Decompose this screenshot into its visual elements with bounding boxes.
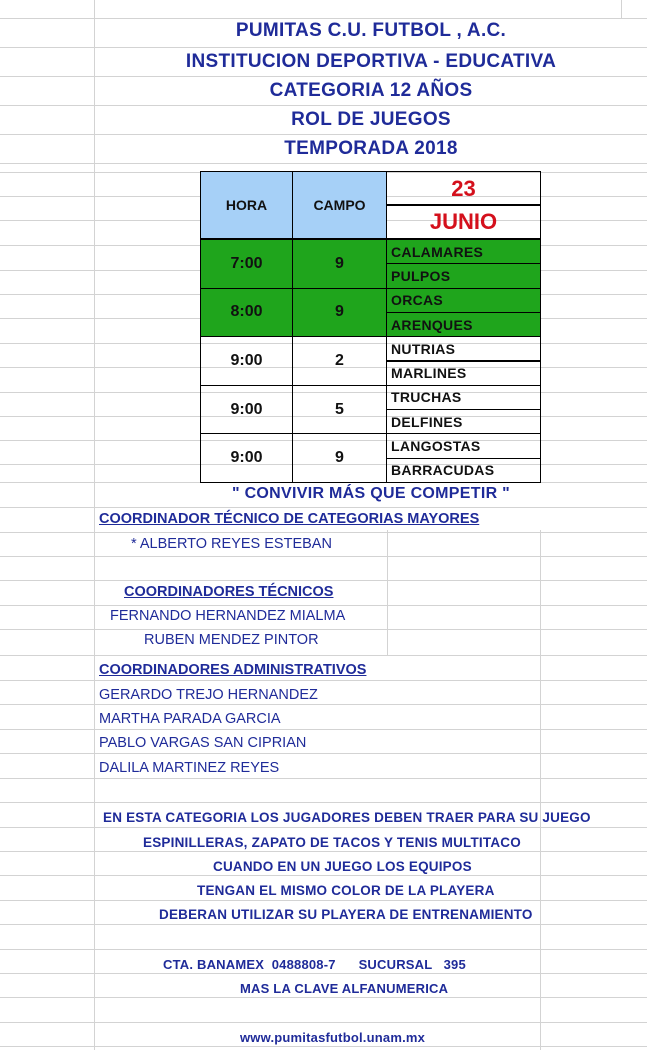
season-line: TEMPORADA 2018: [284, 138, 458, 159]
note-line: EN ESTA CATEGORIA LOS JUGADORES DEBEN TRAER PARA SU JUEGO: [103, 810, 591, 825]
note-line: DEBERAN UTILIZAR SU PLAYERA DE ENTRENAMIENTO: [159, 907, 533, 922]
admin-name: PABLO VARGAS SAN CIPRIAN: [99, 735, 307, 751]
team-home: TRUCHAS: [386, 385, 541, 410]
bank-clave: MAS LA CLAVE ALFANUMERICA: [240, 981, 449, 996]
admin-name: MARTHA PARADA GARCIA: [99, 711, 281, 727]
match-time: 7:00: [200, 239, 293, 289]
tecnico-name: RUBEN MENDEZ PINTOR: [144, 632, 319, 648]
team-away: PULPOS: [386, 263, 541, 288]
match-field: 9: [292, 239, 387, 289]
note-line: CUANDO EN UN JUEGO LOS EQUIPOS: [213, 859, 472, 874]
team-away: BARRACUDAS: [386, 458, 541, 483]
mayores-title: COORDINADOR TÉCNICO DE CATEGORIAS MAYORES: [99, 511, 480, 527]
team-home: CALAMARES: [386, 239, 541, 264]
mayores-name: * ALBERTO REYES ESTEBAN: [131, 536, 332, 552]
team-away: ARENQUES: [386, 312, 541, 337]
category-line: CATEGORIA 12 AÑOS: [269, 80, 473, 101]
schedule-table: [200, 171, 541, 482]
schedule-title: ROL DE JUEGOS: [291, 109, 451, 130]
team-away: MARLINES: [386, 361, 541, 386]
tecnico-name: FERNANDO HERNANDEZ MIALMA: [110, 608, 346, 624]
note-line: TENGAN EL MISMO COLOR DE LA PLAYERA: [197, 883, 495, 898]
team-home: LANGOSTAS: [386, 433, 541, 458]
tecnicos-title: COORDINADORES TÉCNICOS: [124, 584, 334, 600]
admin-title: COORDINADORES ADMINISTRATIVOS: [99, 662, 367, 678]
club-name: PUMITAS C.U. FUTBOL , A.C.: [235, 20, 507, 41]
institution-line: INSTITUCION DEPORTIVA - EDUCATIVA: [185, 51, 557, 72]
admin-name: DALILA MARTINEZ REYES: [99, 760, 280, 776]
bank-account: CTA. BANAMEX 0488808-7 SUCURSAL 395: [163, 957, 466, 972]
note-line: ESPINILLERAS, ZAPATO DE TACOS Y TENIS MULTITACO: [143, 835, 521, 850]
hora-column-header: HORA: [200, 171, 293, 239]
team-home: NUTRIAS: [386, 336, 541, 361]
campo-column-header: CAMPO: [292, 171, 387, 239]
motto: " CONVIVIR MÁS QUE COMPETIR ": [231, 485, 511, 502]
match-field: 9: [292, 288, 387, 338]
match-time: 8:00: [200, 288, 293, 338]
match-field: 9: [292, 433, 387, 483]
website-link[interactable]: www.pumitasfutbol.unam.mx: [240, 1030, 426, 1045]
team-away: DELFINES: [386, 409, 541, 434]
date-month: JUNIO: [386, 204, 541, 239]
match-field: 2: [292, 336, 387, 386]
admin-name: GERARDO TREJO HERNANDEZ: [99, 687, 318, 703]
match-time: 9:00: [200, 336, 293, 386]
date-day: 23: [386, 171, 541, 206]
team-home: ORCAS: [386, 288, 541, 313]
match-time: 9:00: [200, 385, 293, 435]
match-field: 5: [292, 385, 387, 435]
match-time: 9:00: [200, 433, 293, 483]
